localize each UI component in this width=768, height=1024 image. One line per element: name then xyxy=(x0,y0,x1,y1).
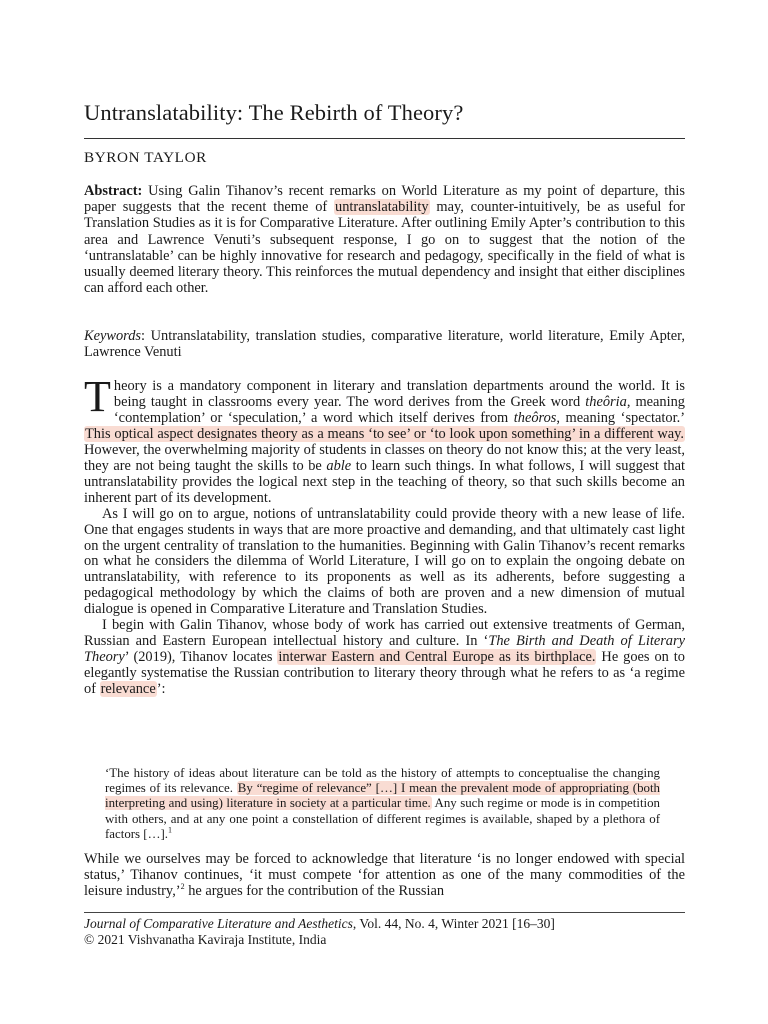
abstract-label: Abstract: xyxy=(84,183,143,199)
italic-term: able xyxy=(326,457,352,474)
italic-term: theôria xyxy=(585,393,627,410)
copyright-notice: © 2021 Vishvanatha Kaviraja Institute, India xyxy=(84,932,327,947)
paragraph-4 xyxy=(84,851,685,900)
block-quote xyxy=(105,766,660,842)
paragraph-1 xyxy=(84,372,685,507)
paragraph-text: ’ (2019), Tihanov locates xyxy=(124,649,278,666)
italic-term: theôros xyxy=(513,409,557,426)
quote-text: Any such regime or mode is in competition with others, and at any one point a constellation of different regimes is available, shaped by a plethora of factors […]. xyxy=(105,796,660,841)
paragraph-text: , meaning ‘spectator.’ xyxy=(556,409,685,426)
paragraph-text: While we ourselves may be forced to acknowledge that literature ‘is no longer endowed with special status,’ Tihanov continues, ‘it must compete ‘for attention as one of the many commodities of the leisure industry,’ xyxy=(84,851,685,900)
keywords-text: : Untranslatability, translation studies, comparative literature, world literature, Emily Apter, Lawrence Venuti xyxy=(84,328,685,361)
paragraph-text: he argues for the contribution of the Russian xyxy=(184,883,445,900)
paragraph-3 xyxy=(84,618,685,698)
highlight: untranslatability xyxy=(335,199,429,216)
italic-title: The Birth and Death of Literary Theory xyxy=(84,633,685,666)
paragraph-2: As I will go on to argue, notions of untranslatability could provide theory with a new lease of life. One that engages students in ways that are more proactive and demanding, and that ultimately cast light on the urgent centrality of translation to the humanities. Beginning with Galin Tihanov’s recent remarks on what he considers the dilemma of World Literature, I will go on to explain the ongoing debate on untranslatability, with reference to its proponents as well as its adherents, before suggesting a pedagogical methodology by which the claims of both are proven and a new dimension of mutual dialogue is opened in Comparative Literature and Translation Studies. xyxy=(84,505,685,618)
journal-name: Journal of Comparative Literature and Aesthetics xyxy=(84,916,353,931)
highlight: interwar Eastern and Central Europe as its birthplace. xyxy=(278,649,596,666)
drop-cap: T xyxy=(84,372,111,421)
abstract-text: Using Galin Tihanov’s recent remarks on World Literature as my point of departure, this paper suggests that the recent theme of xyxy=(84,183,685,216)
paragraph-text: ’: xyxy=(156,681,166,698)
paragraph-text: heory is a mandatory component in literary and translation departments around the world. It is being taught in classrooms every year. The word derives from the Greek word xyxy=(113,378,685,410)
journal-citation xyxy=(84,916,685,932)
paragraph-text: However, the overwhelming majority of students in classes on theory do not know this; at the very least, they are not being taught the skills to be xyxy=(84,441,685,474)
highlight: relevance xyxy=(100,681,156,698)
footnote-marker: 2 xyxy=(180,882,185,892)
footnote-marker: 1 xyxy=(168,825,172,835)
paragraph-text: , meaning ‘contemplation’ or ‘speculation,’ a word which itself derives from xyxy=(113,393,685,426)
paragraph-text: I begin with Galin Tihanov, whose body of work has carried out extensive treatments of German, Russian and Eastern European intellectual history and culture. In ‘ xyxy=(84,617,685,650)
author-name: BYRON TAYLOR xyxy=(84,149,207,166)
title-divider xyxy=(84,138,685,139)
article-page xyxy=(84,0,685,1024)
highlight: This optical aspect designates theory as a means ‘to see’ or ‘to look upon something’ in a different way. xyxy=(85,425,684,442)
highlight: By “regime of relevance” […] I mean the prevalent mode of appropriating (both interpreting and using) literature in society at a particular time. xyxy=(105,781,660,811)
footer-divider xyxy=(84,912,685,913)
article-body xyxy=(84,372,685,698)
abstract xyxy=(84,183,685,296)
journal-footer xyxy=(84,916,685,948)
keywords-label: Keywords xyxy=(84,328,142,344)
paragraph-text: to learn such things. In what follows, I will suggest that untranslatability provides the logical next step in the teaching of theory, so that such skills become an inherent part of its development. xyxy=(84,457,685,506)
paragraph-text: He goes on to elegantly systematise the Russian contribution to literary theory through what he refers to as ‘a regime of xyxy=(84,649,685,698)
journal-details: , Vol. 44, No. 4, Winter 2021 [16–30] xyxy=(352,916,555,931)
quote-text: ‘The history of ideas about literature can be told as the history of attempts to conceptualise the changing regimes of its relevance. xyxy=(105,766,660,796)
keywords xyxy=(84,328,685,360)
article-title: Untranslatability: The Rebirth of Theory? xyxy=(84,100,464,125)
abstract-text: may, counter-intuitively, be as useful for Translation Studies as it is for Comparative Literature. After outlining Emily Apter’s contribution to this area and Lawrence Venuti’s subsequent response, I go on to suggest that the notion of the ‘untranslatable’ can be highly innovative for research and pedagogy, specifically in the field of what is usually deemed literary theory. This reinforces the mutual dependency and insight that either disciplines can afford each other. xyxy=(84,199,685,297)
